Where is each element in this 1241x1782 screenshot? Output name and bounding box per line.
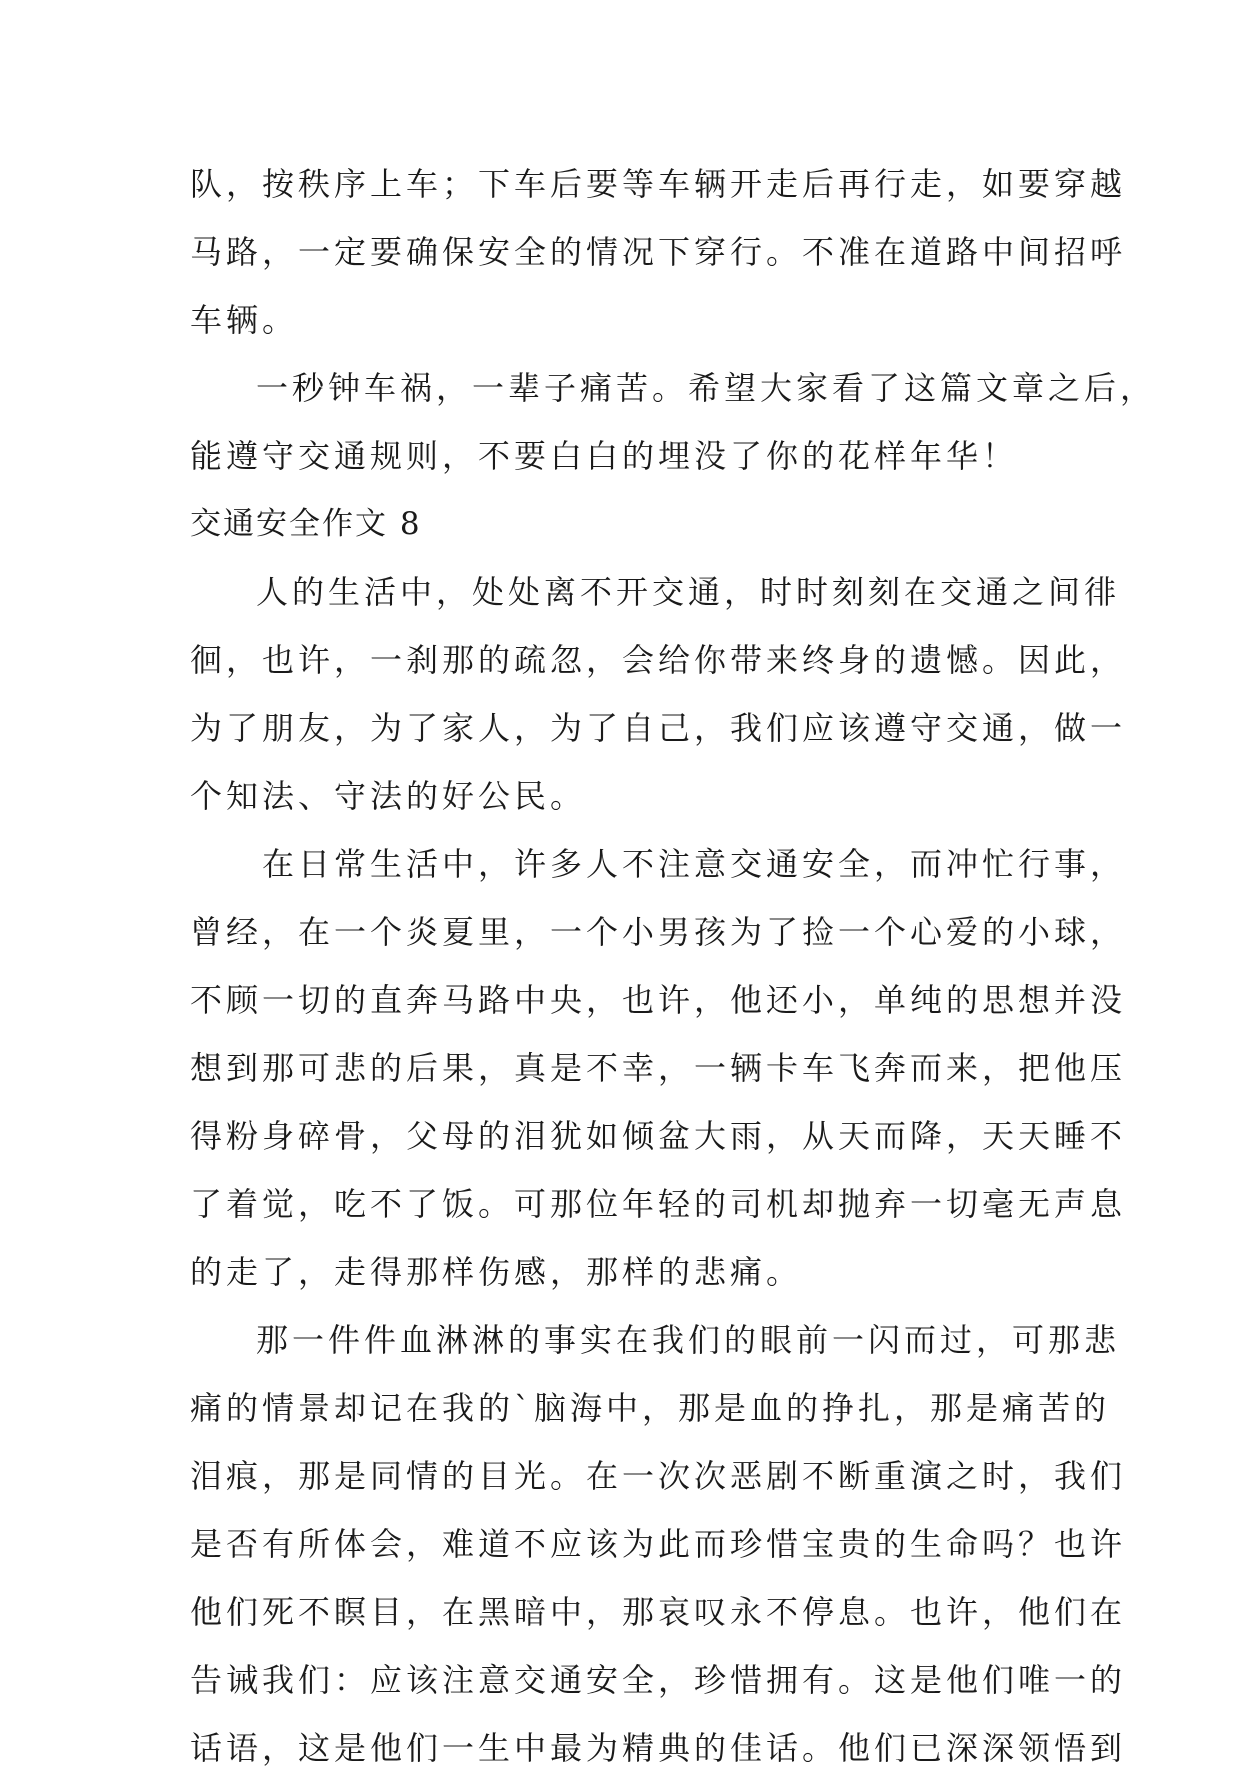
text-line: 话语，这是他们一生中最为精典的佳话。他们已深深领悟到 <box>190 1729 1127 1767</box>
text-line: 得粉身碎骨，父母的泪犹如倾盆大雨，从天而降，天天睡不 <box>190 1117 1127 1155</box>
text-line: 告诫我们：应该注意交通安全，珍惜拥有。这是他们唯一的 <box>190 1661 1127 1699</box>
text-line: 痛的情景却记在我的`脑海中，那是血的挣扎，那是痛苦的 <box>190 1389 1111 1427</box>
paragraph-start-line: 在日常生活中，许多人不注意交通安全，而冲忙行事， <box>262 845 1127 883</box>
section-heading: 交通安全作文 8 <box>190 506 422 542</box>
text-line: 他们死不瞑目，在黑暗中，那哀叹永不停息。也许，他们在 <box>190 1593 1127 1631</box>
text-line: 的走了，走得那样伤感，那样的悲痛。 <box>190 1253 803 1291</box>
text-line: 队，按秩序上车；下车后要等车辆开走后再行走，如要穿越 <box>190 165 1127 203</box>
text-line: 马路，一定要确保安全的情况下穿行。不准在道路中间招呼 <box>190 233 1127 271</box>
paragraph-start-line: 那一件件血淋淋的事实在我们的眼前一闪而过，可那悲 <box>256 1321 1121 1359</box>
text-line: 曾经，在一个炎夏里，一个小男孩为了捡一个心爱的小球， <box>190 913 1127 951</box>
text-line: 是否有所体会，难道不应该为此而珍惜宝贵的生命吗？也许 <box>190 1525 1127 1563</box>
text-line: 想到那可悲的后果，真是不幸，一辆卡车飞奔而来，把他压 <box>190 1049 1127 1087</box>
text-line: 能遵守交通规则，不要白白的埋没了你的花样年华！ <box>190 437 1019 475</box>
text-line: 为了朋友，为了家人，为了自己，我们应该遵守交通，做一 <box>190 709 1127 747</box>
text-line: 徊，也许，一刹那的疏忽，会给你带来终身的遗憾。因此， <box>190 641 1127 679</box>
document-page <box>190 150 1157 1782</box>
text-line: 了着觉，吃不了饭。可那位年轻的司机却抛弃一切毫无声息 <box>190 1185 1127 1223</box>
text-line: 个知法、守法的好公民。 <box>190 777 587 815</box>
text-line: 车辆。 <box>190 301 299 339</box>
paragraph-start-line: 人的生活中，处处离不开交通，时时刻刻在交通之间徘 <box>256 573 1121 611</box>
text-line: 不顾一切的直奔马路中央，也许，他还小，单纯的思想并没 <box>190 981 1127 1019</box>
paragraph-start-line: 一秒钟车祸，一辈子痛苦。希望大家看了这篇文章之后， <box>256 369 1157 407</box>
text-line: 泪痕，那是同情的目光。在一次次恶剧不断重演之时，我们 <box>190 1457 1127 1495</box>
